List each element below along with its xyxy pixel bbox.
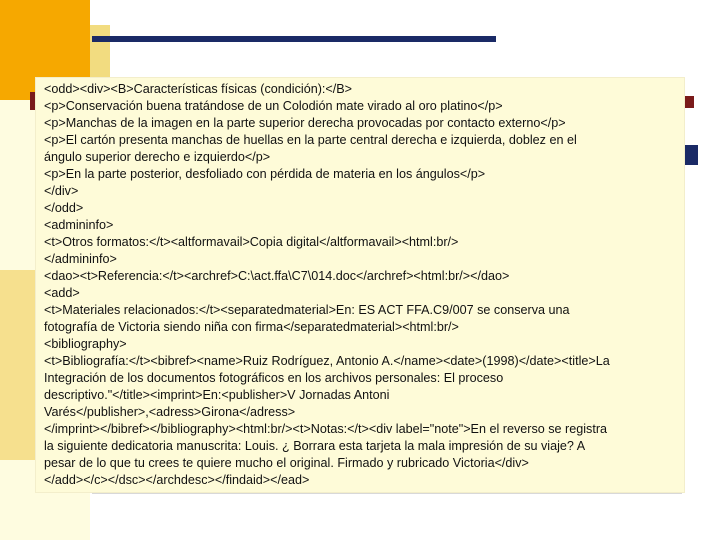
bottom-divider [92,493,682,494]
navy-accent-right [684,145,698,165]
code-line: </div> [44,184,79,198]
code-line: <odd><div><B>Características físicas (condición):</B> [44,82,353,96]
code-line: Varés</publisher>,<adress>Girona</adress> [44,405,296,419]
code-line: <bibliography> [44,337,127,351]
code-line: <p>Manchas de la imagen en la parte superior derecha provocadas por contacto externo</p> [44,116,566,130]
code-line: </imprint></bibref></bibliography><html:br/><t>Notas:</t><div label="note">En el reverso se registra [44,422,608,436]
code-line: <p>En la parte posterior, desfoliado con pérdida de materia en los ángulos</p> [44,167,486,181]
code-line: <dao><t>Referencia:</t><archref>C:\act.ffa\C7\014.doc</archref><html:br/></dao> [44,269,510,283]
code-line: pesar de lo que tu crees te quiere mucho el original. Firmado y rubricado Victoria</div> [44,456,529,470]
dark-red-accent-right [684,96,694,108]
xml-code-text [44,81,680,489]
code-line: <add> [44,286,80,300]
code-line: <t>Materiales relacionados:</t><separatedmaterial>En: ES ACT FFA.C9/007 se conserva una [44,303,570,317]
yellow-accent-left [0,270,36,460]
xml-code-panel [36,78,684,492]
code-line: <p>El cartón presenta manchas de huellas en la parte central derecha e izquierda, doblez en el [44,133,577,147]
code-line: la siguiente dedicatoria manuscrita: Louis. ¿ Borrara esta tarjeta la mala impresión de su viaje? A [44,439,586,453]
code-line: ángulo superior derecho e izquierdo</p> [44,150,271,164]
code-line: </admininfo> [44,252,117,266]
code-line: descriptivo."</title><imprint>En:<publisher>V Jornadas Antoni [44,388,390,402]
code-line: <t>Otros formatos:</t><altformavail>Copia digital</altformavail><html:br/> [44,235,459,249]
navy-title-rule [92,36,496,42]
code-line: <t>Bibliografía:</t><bibref><name>Ruiz Rodríguez, Antonio A.</name><date>(1998)</date><title>La [44,354,610,368]
code-line: fotografía de Victoria siendo niña con firma</separatedmaterial><html:br/> [44,320,459,334]
code-line: </odd> [44,201,84,215]
code-line: <p>Conservación buena tratándose de un Colodión mate virado al oro platino</p> [44,99,503,113]
code-line: </add></c></dsc></archdesc></findaid></ead> [44,473,310,487]
code-line: Integración de los documentos fotográficos en los archivos personales: El proceso [44,371,504,385]
code-line: <admininfo> [44,218,114,232]
